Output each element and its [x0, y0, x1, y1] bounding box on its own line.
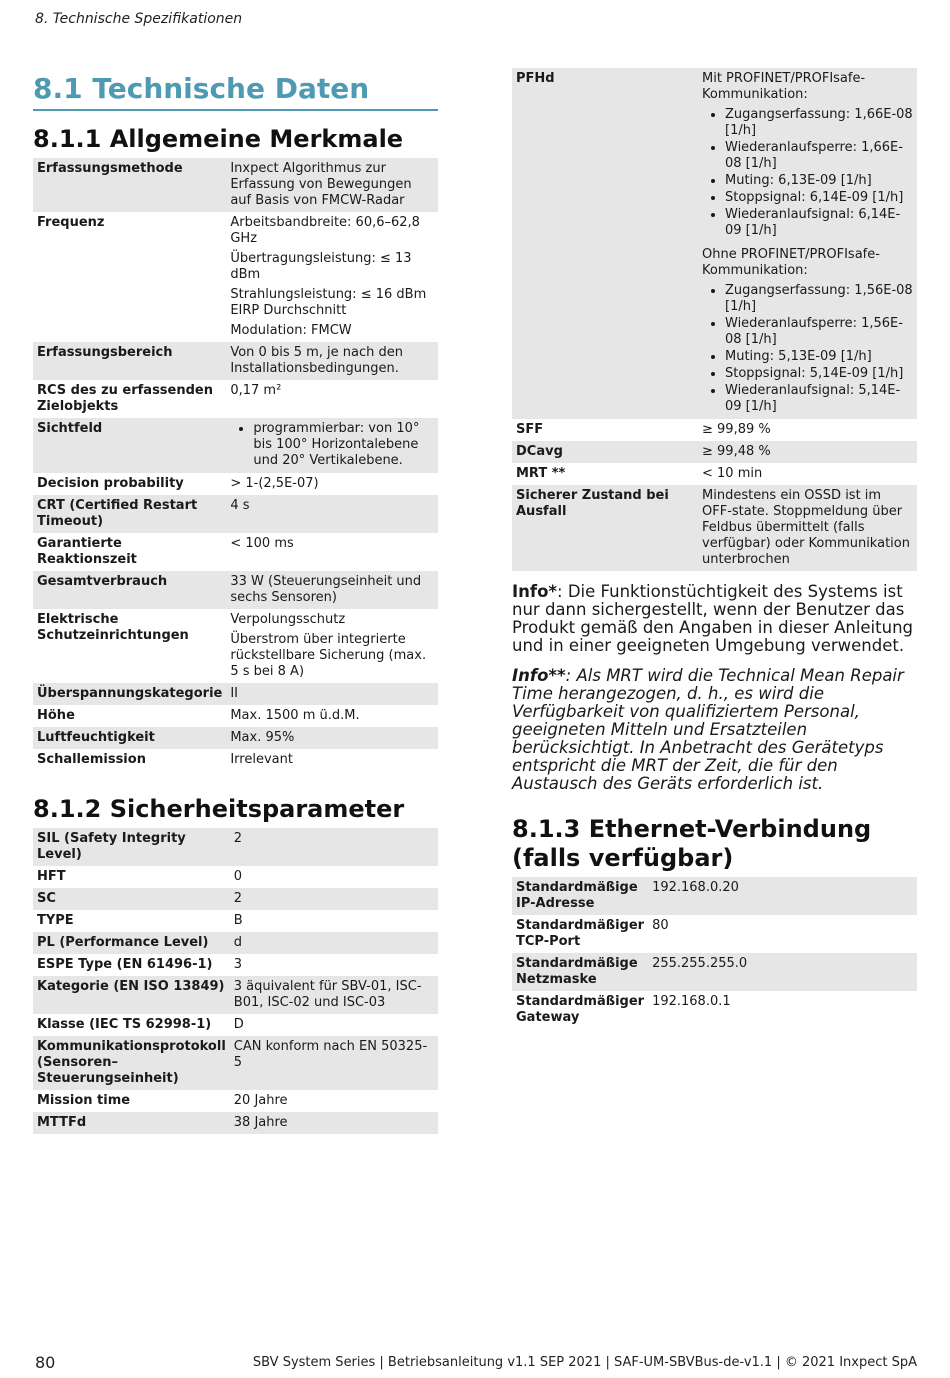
- value-list: [702, 283, 913, 415]
- row-value: [226, 705, 438, 727]
- row-label: MTTFd: [33, 1112, 230, 1134]
- value-line: Mindestens ein OSSD ist im OFF-state. Stoppmeldung über Feldbus übermittelt (falls verfügbar) oder Kommunikation unterbrochen: [702, 488, 910, 567]
- list-item: • Stoppsignal: 6,14E-09 [1/h]: [725, 190, 913, 206]
- row-label: Standardmäßiger Gateway: [516, 993, 645, 1025]
- row-label: SFF: [516, 422, 544, 437]
- table-row: [33, 888, 438, 910]
- value-line: > 1-(2,5E-07): [230, 475, 319, 491]
- row-value: [226, 683, 438, 705]
- row-value: [226, 380, 438, 418]
- row-label: TYPE: [37, 912, 74, 928]
- row-value: [226, 418, 438, 473]
- list-item: • Muting: 6,13E-09 [1/h]: [725, 173, 913, 189]
- ethernet-table: [512, 877, 917, 1029]
- info-note-2-text: : Als MRT wird die Technical Mean Repair Time herangezogen, d. h., es wird die Verfügbarkeit von qualifiziertem Personal, geeigneten Mitteln und Ersatzteilen berücksichtigt. In Anbetracht des Gerätetyps entspricht die MRT der Zeit, die für den Austausch des Geräts erforderlich ist.: [512, 666, 904, 793]
- row-value: [648, 915, 917, 953]
- info-note-2: [512, 667, 917, 793]
- table-row: [512, 463, 917, 485]
- row-label: Standardmäßige IP-Adresse: [512, 877, 648, 915]
- list-item: • Zugangserfassung: 1,66E-08 [1/h]: [725, 107, 913, 139]
- value-line: 255.255.255.0: [652, 955, 748, 971]
- row-value: [226, 495, 438, 533]
- section-title-general: 8.1.1 Allgemeine Merkmale: [33, 125, 404, 153]
- row-value: [698, 441, 917, 463]
- row-value: [226, 609, 438, 683]
- row-value: [698, 419, 917, 441]
- value-line: 4 s: [230, 497, 250, 513]
- table-row: [512, 877, 917, 915]
- table-row: [33, 342, 438, 380]
- row-label: Schallemission: [37, 751, 146, 767]
- table-row: [33, 727, 438, 749]
- row-label: Mission time: [37, 1092, 131, 1108]
- list-item: • Wiederanlaufsignal: 5,14E-09 [1/h]: [725, 383, 913, 415]
- table-row: [33, 1090, 438, 1112]
- value-line: CAN konform nach EN 50325-5: [233, 1038, 428, 1070]
- table-row: [512, 991, 917, 1029]
- value-line: Übertragungsleistung: ≤ 13 dBm: [230, 250, 412, 282]
- row-label: Sicherer Zustand bei Ausfall: [512, 485, 698, 571]
- row-label: SC: [33, 888, 230, 910]
- value-line: D: [233, 1016, 244, 1032]
- value-line: Inxpect Algorithmus zur Erfassung von Bewegungen auf Basis von FMCW-Radar: [230, 160, 412, 208]
- table-row: [33, 380, 438, 418]
- row-label: Klasse (IEC TS 62998-1): [37, 1016, 212, 1032]
- info-note-1: [512, 583, 917, 655]
- row-label: SIL (Safety Integrity Level): [33, 828, 230, 866]
- row-value: [226, 533, 438, 571]
- row-label: PFHd: [512, 68, 698, 419]
- row-label: Gesamtverbrauch: [33, 571, 226, 609]
- section-title-safety: 8.1.2 Sicherheitsparameter: [33, 794, 405, 823]
- row-value: [230, 910, 438, 932]
- info-note-1-label: Info*: [512, 582, 558, 601]
- row-value: [230, 1090, 438, 1112]
- list-item: • Muting: 5,13E-09 [1/h]: [725, 349, 913, 365]
- value-line: ≥ 99,89 %: [702, 422, 771, 437]
- right-column: [512, 68, 917, 1029]
- row-value: [648, 991, 917, 1029]
- table-row: [33, 473, 438, 495]
- value-line: Arbeitsbandbreite: 60,6–62,8 GHz: [230, 214, 420, 246]
- table-row: [33, 212, 438, 342]
- row-label: Frequenz: [37, 214, 105, 230]
- value-line: 192.168.0.1: [652, 993, 731, 1009]
- table-row: [33, 1112, 438, 1134]
- row-label: CRT (Certified Restart Timeout): [33, 495, 226, 533]
- value-line: Irrelevant: [230, 751, 293, 767]
- value-line: < 10 min: [702, 466, 763, 481]
- value-line: 2: [233, 890, 243, 906]
- table-row: [33, 571, 438, 609]
- table-row: [33, 533, 438, 571]
- row-label: ESPE Type (EN 61496-1): [37, 956, 213, 972]
- table-row: [33, 910, 438, 932]
- row-label: RCS des zu erfassenden Zielobjekts: [37, 382, 213, 414]
- table-row: [33, 683, 438, 705]
- row-value: [698, 68, 917, 419]
- row-value: [226, 571, 438, 609]
- table-row: [33, 158, 438, 212]
- table-row: [33, 495, 438, 533]
- value-line: 3: [233, 956, 243, 972]
- value-line: Max. 95%: [230, 729, 295, 745]
- table-row: [33, 1036, 438, 1090]
- value-list: [702, 107, 913, 239]
- safety-params-continued-body: [512, 68, 917, 571]
- row-value: [230, 866, 438, 888]
- ethernet-body: [512, 877, 917, 1029]
- list-item: • Wiederanlaufsperre: 1,66E-08 [1/h]: [725, 140, 913, 172]
- row-value: [226, 727, 438, 749]
- table-row: [33, 954, 438, 976]
- row-label: Decision probability: [37, 475, 184, 491]
- row-label: DCavg: [512, 441, 698, 463]
- value-line: Verpolungsschutz: [230, 611, 346, 627]
- table-row: [33, 976, 438, 1014]
- value-line: 38 Jahre: [233, 1114, 288, 1130]
- value-line: II: [230, 685, 239, 701]
- section-title-ethernet: 8.1.3 Ethernet-Verbindung (falls verfügbar): [512, 815, 872, 872]
- row-label: MRT **: [516, 466, 566, 481]
- row-value: [226, 473, 438, 495]
- value-line: Überstrom über integrierte rückstellbare Sicherung (max. 5 s bei 8 A): [230, 631, 427, 679]
- row-value: [698, 485, 917, 571]
- value-group-intro: Mit PROFINET/PROFIsafe-Kommunikation:: [702, 71, 866, 102]
- row-label: Kommunikationsprotokoll (Sensoren–Steuerungseinheit): [33, 1036, 230, 1090]
- list-item: • Wiederanlaufsperre: 1,56E-08 [1/h]: [725, 316, 913, 348]
- list-item: • Stoppsignal: 5,14E-09 [1/h]: [725, 366, 913, 382]
- table-row: [33, 866, 438, 888]
- table-row: [33, 418, 438, 473]
- row-label: Erfassungsmethode: [33, 158, 226, 212]
- value-line: 80: [652, 917, 669, 933]
- row-label: PL (Performance Level): [33, 932, 230, 954]
- row-label: Sichtfeld: [33, 418, 226, 473]
- row-value: [226, 212, 438, 342]
- value-line: 2: [233, 830, 243, 846]
- row-label: Höhe: [37, 707, 75, 723]
- value-line: B: [233, 912, 243, 928]
- table-row: [512, 915, 917, 953]
- row-value: [230, 1036, 438, 1090]
- info-note-2-label: Info**: [512, 666, 566, 685]
- value-line: Max. 1500 m ü.d.M.: [230, 707, 360, 723]
- row-value: [230, 888, 438, 910]
- left-column: [33, 60, 438, 1134]
- value-line: < 100 ms: [230, 535, 294, 551]
- row-value: [230, 976, 438, 1014]
- value-group-intro: Ohne PROFINET/PROFIsafe-Kommunikation:: [702, 247, 880, 278]
- row-label: Garantierte Reaktionszeit: [37, 535, 137, 567]
- row-value: [226, 158, 438, 212]
- value-line: 0,17 m²: [230, 382, 282, 398]
- row-value: [230, 828, 438, 866]
- table-row: [512, 953, 917, 991]
- general-specs-table: [33, 158, 438, 771]
- row-label: Luftfeuchtigkeit: [33, 727, 226, 749]
- table-row: [33, 932, 438, 954]
- row-value: [226, 749, 438, 771]
- row-label: Standardmäßige Netzmaske: [512, 953, 648, 991]
- row-value: [230, 954, 438, 976]
- running-header: 8. Technische Spezifikationen: [35, 11, 243, 27]
- table-row: [33, 828, 438, 866]
- value-line: 0: [233, 868, 243, 884]
- row-label: HFT: [37, 868, 66, 884]
- row-value: [648, 877, 917, 915]
- safety-params-continued-table: [512, 68, 917, 571]
- value-line: 192.168.0.20: [652, 879, 739, 895]
- value-line: Strahlungsleistung: ≤ 16 dBm EIRP Durchschnitt: [230, 286, 427, 318]
- value-list: [230, 421, 434, 469]
- row-label: Elektrische Schutzeinrichtungen: [37, 611, 189, 643]
- general-specs-body: [33, 158, 438, 771]
- list-item: • programmierbar: von 10° bis 100° Horizontalebene und 20° Vertikalebene.: [253, 421, 434, 469]
- list-item: • Wiederanlaufsignal: 6,14E-09 [1/h]: [725, 207, 913, 239]
- table-row: [33, 749, 438, 771]
- row-value: [230, 1112, 438, 1134]
- safety-params-body: [33, 828, 438, 1134]
- row-label: Überspannungskategorie: [33, 683, 226, 705]
- value-line: 33 W (Steuerungseinheit und sechs Sensoren): [230, 573, 422, 605]
- table-row: [33, 609, 438, 683]
- table-row: [512, 485, 917, 571]
- table-row: [512, 68, 917, 419]
- page-number: 80: [35, 1353, 56, 1372]
- row-label: Kategorie (EN ISO 13849): [33, 976, 230, 1014]
- value-line: ≥ 99,48 %: [702, 444, 771, 459]
- row-value: [230, 932, 438, 954]
- value-line: Von 0 bis 5 m, je nach den Installationsbedingungen.: [230, 344, 404, 376]
- row-value: [648, 953, 917, 991]
- chapter-title: 8.1 Technische Daten: [33, 72, 438, 111]
- footer-doc-info: SBV System Series | Betriebsanleitung v1.1 SEP 2021 | SAF-UM-SBVBus-de-v1.1 | © 2021 Inxpect SpA: [252, 1355, 917, 1370]
- table-row: [33, 705, 438, 727]
- row-value: [226, 342, 438, 380]
- list-item: • Zugangserfassung: 1,56E-08 [1/h]: [725, 283, 913, 315]
- info-note-1-text: : Die Funktionstüchtigkeit des Systems ist nur dann sichergestellt, wenn der Benutzer das Produkt gemäß den Angaben in dieser Anleitung und in einer geeigneten Umgebung verwendet.: [512, 582, 914, 655]
- value-line: 20 Jahre: [233, 1092, 288, 1108]
- row-value: [230, 1014, 438, 1036]
- safety-params-table: [33, 828, 438, 1134]
- table-row: [512, 441, 917, 463]
- row-value: [698, 463, 917, 485]
- table-row: [512, 419, 917, 441]
- row-label: Standardmäßiger TCP-Port: [516, 917, 645, 949]
- table-row: [33, 1014, 438, 1036]
- value-line: Modulation: FMCW: [230, 322, 352, 338]
- value-line: d: [233, 934, 243, 950]
- row-label: Erfassungsbereich: [33, 342, 226, 380]
- value-line: 3 äquivalent für SBV-01, ISC-B01, ISC-02 und ISC-03: [233, 978, 422, 1010]
